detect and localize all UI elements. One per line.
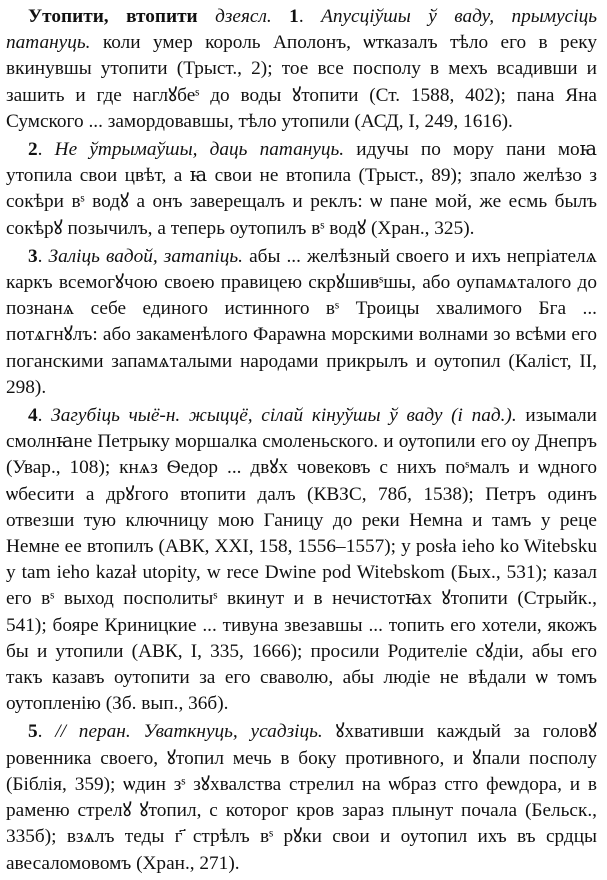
sense-definition: Загубіць чыё-н. жыццё, сілай кінуўшы ў ваду (і пад.). bbox=[51, 405, 517, 427]
sense-definition: Апусціўшы ў ваду, прымусіць патануць. bbox=[6, 6, 597, 54]
sense-citations: изымали смолнꙗне Петрыку моршалка смоленьского. и оутопили его оу Днепръ (Увар., 108); кнѧз Ѳедор ... двꙋх човековъ с нихъ поˢмалъ и ѡдного ѡбесити а дрꙋгого втопити далъ (КВЗС, 78б, 1538); Петръ одинъ отвезши тую ключницу мою Ганицу до реки Немна и тамъ у реце Немне ее втопилъ (АВК, XXI, 158, 1556–1557); y posła ieho ko Witebsku y tam ieho kazał utopity, w rece Dwine pod Witebskom (Бых., 531); казал его вˢ выход посполитыˢ вкинут и в нечистотꙗх ꙋтопити (Стрыйк., 541); бояре Криницкие ... тивуна звезавшы ... топить его хотели, якожъ бы и утопили (АВК, I, 335, 1666); просили Родителіе сꙋдіи, абы его такъ казавъ оутопити за его сваволю, абы людіе не вѣдали ѡ томъ оутопленію (Зб. вып., 36б). bbox=[6, 405, 598, 715]
sense-number: 1 bbox=[289, 6, 299, 27]
sense-paragraph-1: Утопити, втопити дзеясл. 1. Апусціўшы ў ваду, прымусіць патануць. коли умер король Аполонъ, ѡтказалъ тѣло его в реку вкинувшы утопити (Трыст., 2); тое все посполу в мехъ всадивши и зашить и где наглꙋбеˢ до воды ꙋтопити (Ст. 1588, 402); пана Яна Сумского ... замордовавшы, тѣло утопили (АСД, I, 249, 1616). bbox=[6, 6, 597, 132]
sense-citations: ꙋхвативши каждый за головꙋ ровенника своего, ꙋтопил мечь в боку противного, и ꙋпали посполу (Біблія, 359); ѡдин зˢ зꙋхвалства стрелил на ѡбраз стго феѡдора, и в раменю стрелꙋ ꙋтопил, с которог кров зараз плынут почала (Бельск., 335б); взѧлъ теды г҃ стрѣлъ вˢ рꙋки свои и оутопил ихъ въ срдцы авесаломовомъ (Хран., 271). bbox=[6, 721, 597, 874]
sense-number: 2 bbox=[28, 139, 38, 161]
sense-definition: Не ўтрымаўшы, даць патануць. bbox=[54, 139, 345, 161]
grammar-label: дзеясл. bbox=[215, 6, 272, 27]
sense-definition: Заліць вадой, затапіць. bbox=[48, 245, 243, 267]
sense-definition: // перан. Уваткнуць, усадзіць. bbox=[55, 721, 323, 743]
sense-paragraph-2: 2. Не ўтрымаўшы, даць патануць. идучы по мору пани моꙗ утопила свои цвѣт, а ꙗ свои не втопила (Трыст., 89); зпало желѣзо з сокѣри вˢ водꙋ а онъ заверещалъ и реклъ: ѡ пане мой, же есмь былъ сокѣрꙋ позычилъ, а теперь оутопилъ вˢ водꙋ (Хран., 325). bbox=[6, 139, 597, 239]
sense-paragraph-3: 3. Заліць вадой, затапіць. абы ... желѣзный своего и ихъ непріателѧ каркъ всемогꙋчою своею правицею скрꙋшивˢшы, або оупамѧталого до познанѧ себе единого истинного вˢ Троицы хвалимого Бга ... потѧгнꙋлъ: або закаменѣлого Фараѡна морскими волнами зо всѣми его поганскими запамѧталыми народами прикрылъ и оутопил (Каліст, II, 298). bbox=[6, 245, 598, 398]
sense-citations: абы ... желѣзный своего и ихъ непріателѧ каркъ всемогꙋчою своею правицею скрꙋшивˢшы, або оупамѧталого до познанѧ себе единого истинного вˢ Троицы хвалимого Бга ... потѧгнꙋлъ: або закаменѣлого Фараѡна морскими волнами зо всѣми его поганскими запамѧталыми народами прикрылъ и оутопил (Каліст, II, 298). bbox=[6, 245, 598, 398]
sense-citations: коли умер король Аполонъ, ѡтказалъ тѣло его в реку вкинувшы утопити (Трыст., 2); тое все посполу в мехъ всадивши и зашить и где наглꙋбеˢ до воды ꙋтопити (Ст. 1588, 402); пана Яна Сумского ... замордовавшы, тѣло утопили (АСД, I, 249, 1616). bbox=[6, 32, 597, 132]
sense-number: 5 bbox=[28, 721, 38, 743]
sense-paragraph-4: 4. Загубіць чыё-н. жыццё, сілай кінуўшы ў ваду (і пад.). изымали смолнꙗне Петрыку моршалка смоленьского. и оутопили его оу Днепръ (Увар., 108); кнѧз Ѳедор ... двꙋх човековъ с нихъ поˢмалъ и ѡдного ѡбесити а дрꙋгого втопити далъ (КВЗС, 78б, 1538); Петръ одинъ отвезши тую ключницу мою Ганицу до реки Немна и тамъ у реце Немне ее втопилъ (АВК, XXI, 158, 1556–1557); y posła ieho ko Witebsku y tam ieho kazał utopity, w rece Dwine pod Witebskom (Бых., 531); казал его вˢ выход посполитыˢ вкинут и в нечистотꙗх ꙋтопити (Стрыйк., 541); бояре Криницкие ... тивуна звезавшы ... топить его хотели, якожъ бы и утопили (АВК, I, 335, 1666); просили Родителіе сꙋдіи, абы его такъ казавъ оутопити за его сваволю, абы людіе не вѣдали ѡ томъ оутопленію (Зб. вып., 36б). bbox=[6, 405, 598, 715]
sense-number: 3 bbox=[28, 245, 38, 267]
sense-citations: идучы по мору пани моꙗ утопила свои цвѣт, а ꙗ свои не втопила (Трыст., 89); зпало желѣзо з сокѣри вˢ водꙋ а онъ заверещалъ и реклъ: ѡ пане мой, же есмь былъ сокѣрꙋ позычилъ, а теперь оутопилъ вˢ водꙋ (Хран., 325). bbox=[6, 139, 597, 239]
sense-paragraph-5: 5. // перан. Уваткнуць, усадзіць. ꙋхвативши каждый за головꙋ ровенника своего, ꙋтопил мечь в боку противного, и ꙋпали посполу (Біблія, 359); ѡдин зˢ зꙋхвалства стрелил на ѡбраз стго феѡдора, и в раменю стрелꙋ ꙋтопил, с которог кров зараз плынут почала (Бельск., 335б); взѧлъ теды г҃ стрѣлъ вˢ рꙋки свои и оутопил ихъ въ срдцы авесаломовомъ (Хран., 271). bbox=[6, 721, 597, 874]
headword: Утопити, втопити bbox=[28, 6, 198, 27]
sense-number: 4 bbox=[28, 405, 38, 427]
